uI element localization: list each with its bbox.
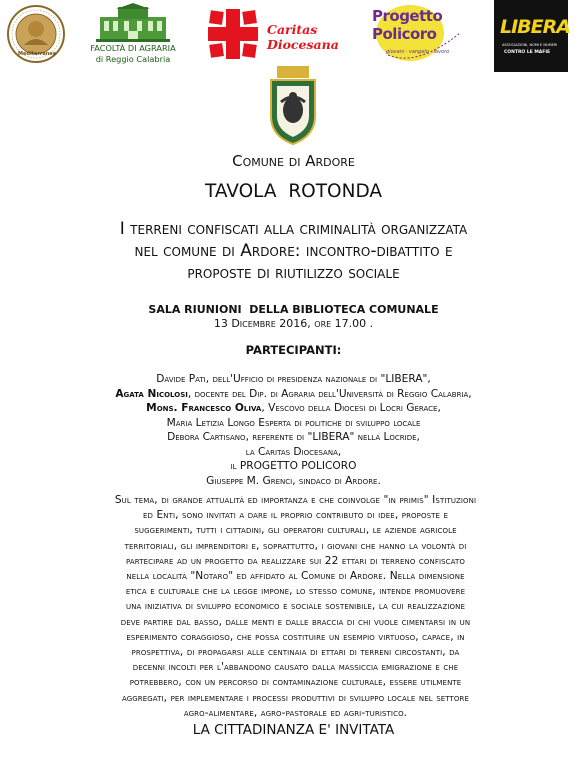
participant-name: il PROGETTO POLICORO bbox=[230, 460, 357, 472]
body-line: etica e culturale che la legge impone, lo stesso comune, intende promuovere bbox=[125, 585, 466, 598]
body-line: aggregati, per implementare i processi produttivi di sviluppo locale nel settore bbox=[121, 691, 470, 704]
participant-item bbox=[0, 416, 587, 431]
event-title bbox=[0, 218, 587, 284]
caritas-logo bbox=[205, 6, 339, 64]
body-line: deve partire dal basso, dalle menti e dalle braccia di chi vuole cimentarsi in un bbox=[120, 615, 471, 628]
body-line: una iniziativa di sviluppo economico e sociale sostenibile, la cui realizzazione bbox=[126, 600, 465, 613]
body-line: nella località "Notaro" ed affidato al Comune di Ardore. Nella dimensione bbox=[126, 570, 465, 583]
title-line-2: nel comune di Ardore: incontro-dibattito e bbox=[134, 241, 453, 261]
body-paragraph bbox=[38, 493, 553, 721]
caritas-cross-icon bbox=[205, 6, 261, 62]
participant-name: Davide Pati bbox=[156, 373, 206, 385]
participant-role: Esperta di politiche di sviluppo locale bbox=[254, 416, 421, 429]
policoro-logo bbox=[368, 3, 468, 67]
agraria-line1: FACOLTÀ DI AGRARIA bbox=[90, 43, 176, 53]
title-line-3: proposte di riutilizzo sociale bbox=[187, 263, 400, 283]
invitation-line: LA CITTADINANZA E' INVITATA bbox=[192, 722, 395, 738]
participant-name: Giuseppe M. Grenci bbox=[206, 474, 293, 487]
participant-role: , docente del Dip. di Agraria dell'Università di Reggio Calabria, bbox=[187, 387, 472, 400]
participant-name: Mons. Francesco Oliva bbox=[146, 402, 262, 414]
participant-role: , sindaco di Ardore. bbox=[292, 474, 381, 487]
participant-role: , Vescovo della Diocesi di Locri Gerace, bbox=[261, 402, 441, 414]
libera-logo bbox=[494, 0, 568, 72]
body-line: esperimento coraggioso, che possa costituire un esempio virtuoso, capace, in bbox=[126, 630, 465, 643]
participant-name: Debora Cartisano bbox=[167, 431, 246, 443]
body-line: potrebbero, con un percorso di contaminazione culturale, essere utilmente bbox=[129, 676, 462, 689]
venue-place: SALA RIUNIONI DELLA BIBLIOTECA COMUNALE bbox=[148, 303, 439, 316]
participant-name: Maria Letizia Longo bbox=[166, 416, 255, 429]
event-type: TAVOLA ROTONDA bbox=[204, 181, 383, 202]
body-line: Sul tema, di grande attualità ed importanza e che coinvolge "in primis" Istituzioni bbox=[114, 494, 477, 506]
participant-item bbox=[0, 445, 587, 460]
participant-item bbox=[0, 430, 587, 445]
participant-role: , referente di "LIBERA" nella Locride, bbox=[245, 431, 420, 443]
participant-role: , bbox=[337, 445, 342, 458]
agraria-line2: di Reggio Calabria bbox=[95, 54, 171, 64]
participant-item bbox=[0, 474, 587, 489]
venue-date: 13 Dicembre 2016, ore 17.00 . bbox=[213, 317, 374, 330]
university-motto: Mediterranea bbox=[18, 51, 57, 57]
participant-item bbox=[0, 387, 587, 402]
caritas-line2: Diocesana bbox=[267, 37, 339, 52]
comune-name: Comune di Ardore bbox=[232, 152, 355, 170]
participant-name: la Caritas Diocesana bbox=[245, 445, 338, 458]
libera-name: LIBERA bbox=[500, 16, 570, 38]
participant-item bbox=[0, 372, 587, 387]
coat-of-arms-icon bbox=[263, 66, 323, 146]
policoro-tagline: giovani · vangelo · lavoro bbox=[386, 49, 450, 55]
participant-role: , dell'Ufficio di presidenza nazionale di "LIBERA", bbox=[205, 373, 431, 385]
libera-sub2: CONTRO LE MAFIE bbox=[504, 50, 551, 55]
body-line: partecipare ad un progetto da realizzare sui 22 ettari di terreno confiscato bbox=[125, 554, 465, 567]
building-icon bbox=[88, 3, 178, 43]
body-line: suggerimenti, tutti i cittadini, gli operatori culturali, le aziende agricole bbox=[134, 524, 457, 537]
participants-heading: PARTECIPANTI: bbox=[245, 343, 342, 357]
agraria-logo bbox=[88, 3, 178, 65]
policoro-line2: Policoro bbox=[372, 25, 437, 43]
participant-name: Agata Nicolosi bbox=[115, 387, 188, 400]
participant-item bbox=[0, 401, 587, 416]
body-line: decenni incolti per l'abbandono causato dalla massiccia emigrazione e che bbox=[132, 661, 459, 674]
body-line: prospettiva, di propagarsi alle centinaia di ettari di terreni circostanti, da bbox=[131, 646, 460, 659]
body-line: territoriali, gli imprenditori e, soprattutto, i giovani che hanno la volontà di bbox=[124, 539, 467, 552]
body-line: agro-alimentare, agro-pastorale ed agri-turistico. bbox=[183, 706, 408, 719]
libera-sub1: ASSOCIAZIONI, NOMI E NUMERI bbox=[502, 43, 558, 47]
policoro-line1: Progetto bbox=[372, 7, 443, 25]
caritas-line1: Caritas bbox=[267, 22, 318, 37]
participants-list bbox=[0, 372, 587, 488]
university-seal-logo bbox=[6, 3, 66, 65]
body-line: ed Enti, sono invitati a dare il proprio contributo di idee, proposte e bbox=[142, 509, 449, 522]
title-line-1: I terreni confiscati alla criminalità organizzata bbox=[119, 219, 468, 239]
participant-item bbox=[0, 459, 587, 474]
